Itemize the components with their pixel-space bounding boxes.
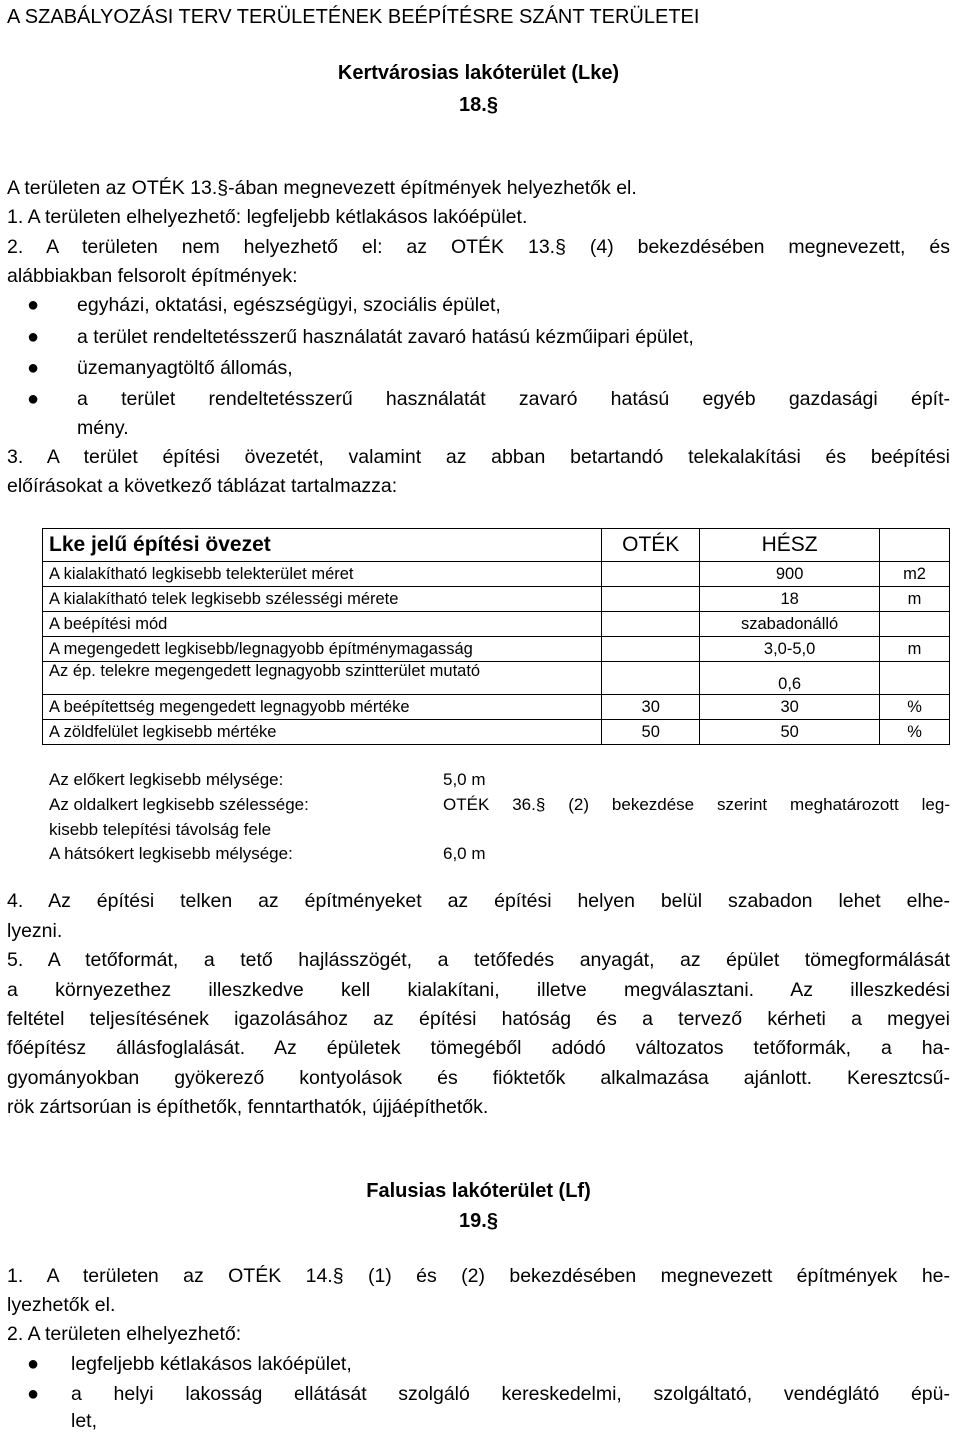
table-cell: m [880, 637, 950, 662]
table-row [43, 562, 950, 587]
bullet-marker: ● [27, 1353, 40, 1375]
list-item: üzemanyagtöltő állomás, [77, 357, 293, 379]
section-18-paragraph-4-line-2: lyezni. [7, 920, 63, 942]
table-row [43, 720, 950, 745]
table-header-cell [880, 529, 950, 562]
list-item: egyházi, oktatási, egészségügyi, szociális épület, [77, 294, 501, 316]
section-18-title: Kertvárosias lakóterület (Lke) [337, 62, 620, 84]
table-cell: % [880, 720, 950, 745]
side-yard-value: OTÉK 36.§ (2) bekezdése szerint meghatározott leg- [443, 795, 950, 814]
side-yard-continuation: kisebb telepítési távolság fele [49, 820, 272, 839]
section-19-number: 19.§ [459, 1210, 498, 1232]
section-18-paragraph-5-last-line: rök zártsorúan is építhetők, fenntarthatók, újjáépíthetők. [7, 1096, 489, 1118]
section-18-paragraph-5-line: 5. A tetőformát, a tető hajlásszögét, a tetőfedés anyagát, az épület tömegformálását [7, 949, 950, 971]
table-cell: A beépítettség megengedett legnagyobb mértéke [43, 695, 602, 720]
section-18-paragraph-1: 1. A területen elhelyezhető: legfeljebb kétlakásos lakóépület. [7, 206, 528, 228]
table-cell: m2 [880, 562, 950, 587]
table-cell: Az ép. telekre megengedett legnagyobb szintterület mutató [43, 662, 602, 695]
table-cell: A zöldfelület legkisebb mértéke [43, 720, 602, 745]
list-item: a terület rendeltetésszerű használatát zavaró hatású egyéb gazdasági épít- [77, 388, 950, 410]
table-cell: % [880, 695, 950, 720]
table-cell: A kialakítható telek legkisebb szélességi mérete [43, 587, 602, 612]
table-row [43, 612, 950, 637]
list-item-continuation: let, [71, 1410, 98, 1432]
section-18-paragraph-5-line: gyományokban gyökerező kontyolások és fióktetők alkalmazása ajánlott. Keresztcsű- [7, 1067, 950, 1089]
table-cell: 18 [700, 587, 880, 612]
table-row [43, 637, 950, 662]
table-cell [602, 637, 700, 662]
table-cell [880, 612, 950, 637]
table-cell: A kialakítható legkisebb telekterület méret [43, 562, 602, 587]
table-cell: szabadonálló [700, 612, 880, 637]
table-cell: m [880, 587, 950, 612]
table-cell: 0,6 [700, 662, 880, 695]
list-item: a terület rendeltetésszerű használatát zavaró hatású kézműipari épület, [77, 326, 694, 348]
front-yard-label: Az előkert legkisebb mélysége: [49, 770, 284, 789]
table-cell [602, 562, 700, 587]
list-item-continuation: mény. [77, 417, 129, 439]
section-18-paragraph-3-line-2: előírásokat a következő táblázat tartalmazza: [7, 475, 398, 497]
side-yard-label: Az oldalkert legkisebb szélessége: [49, 795, 309, 814]
table-row [43, 695, 950, 720]
table-cell [602, 587, 700, 612]
table-cell: 30 [602, 695, 700, 720]
table-cell [602, 612, 700, 637]
table-header-row [43, 529, 950, 562]
bullet-marker: ● [27, 294, 40, 316]
front-yard-value: 5,0 m [443, 770, 486, 789]
section-18-number: 18.§ [459, 94, 498, 116]
bullet-marker: ● [27, 388, 40, 410]
list-item: legfeljebb kétlakásos lakóépület, [71, 1353, 352, 1375]
zoning-table [42, 528, 950, 745]
section-18-paragraph-5-line: főépítész állásfoglalását. Az épületek tömegéből adódó változatos tetőformák, a ha- [7, 1037, 950, 1059]
bullet-marker: ● [27, 326, 40, 348]
table-cell: 900 [700, 562, 880, 587]
table-cell: 50 [602, 720, 700, 745]
section-18-paragraph-5-line: feltétel teljesítésének igazolásához az építési hatóság és a tervező kérheti a megyei [7, 1008, 950, 1030]
table-header-cell: Lke jelű építési övezet [43, 529, 602, 562]
page-heading: A SZABÁLYOZÁSI TERV TERÜLETÉNEK BEÉPÍTÉSRE SZÁNT TERÜLETEI [7, 6, 700, 28]
section-19-paragraph-1-line-1: 1. A területen az OTÉK 14.§ (1) és (2) bekezdésében megnevezett építmények he- [7, 1265, 950, 1287]
section-18-paragraph-4-line-1: 4. Az építési telken az építményeket az építési helyen belül szabadon lehet elhe- [7, 890, 950, 912]
section-18-paragraph-5-line: a környezethez illeszkedve kell kialakítani, illetve megválasztani. Az illeszkedési [7, 979, 950, 1001]
section-19-paragraph-2: 2. A területen elhelyezhető: [7, 1323, 242, 1345]
rear-yard-label: A hátsókert legkisebb mélysége: [49, 844, 293, 863]
section-18-paragraph-2-line-2: alábbiakban felsorolt építmények: [7, 265, 298, 287]
rear-yard-value: 6,0 m [443, 844, 486, 863]
table-cell: 30 [700, 695, 880, 720]
bullet-marker: ● [27, 357, 40, 379]
table-cell [880, 662, 950, 695]
table-header-cell: HÉSZ [700, 529, 880, 562]
table-cell: 50 [700, 720, 880, 745]
section-19-paragraph-1-line-2: lyezhetők el. [7, 1294, 116, 1316]
section-18-paragraph-2-line-1: 2. A területen nem helyezhető el: az OTÉK 13.§ (4) bekezdésében megnevezett, és [7, 236, 950, 258]
section-18-intro: A területen az OTÉK 13.§-ában megnevezett építmények helyezhetők el. [7, 177, 637, 199]
table-cell: A beépítési mód [43, 612, 602, 637]
section-18-paragraph-3-line-1: 3. A terület építési övezetét, valamint az abban betartandó telekalakítási és beépítési [7, 446, 950, 468]
table-cell [602, 662, 700, 695]
table-cell: 3,0-5,0 [700, 637, 880, 662]
section-19-title: Falusias lakóterület (Lf) [366, 1180, 591, 1202]
table-row [43, 662, 950, 695]
table-cell: A megengedett legkisebb/legnagyobb építménymagasság [43, 637, 602, 662]
list-item: a helyi lakosság ellátását szolgáló kereskedelmi, szolgáltató, vendéglátó épü- [71, 1383, 950, 1405]
bullet-marker: ● [27, 1383, 40, 1405]
table-row [43, 587, 950, 612]
table-header-cell: OTÉK [602, 529, 700, 562]
